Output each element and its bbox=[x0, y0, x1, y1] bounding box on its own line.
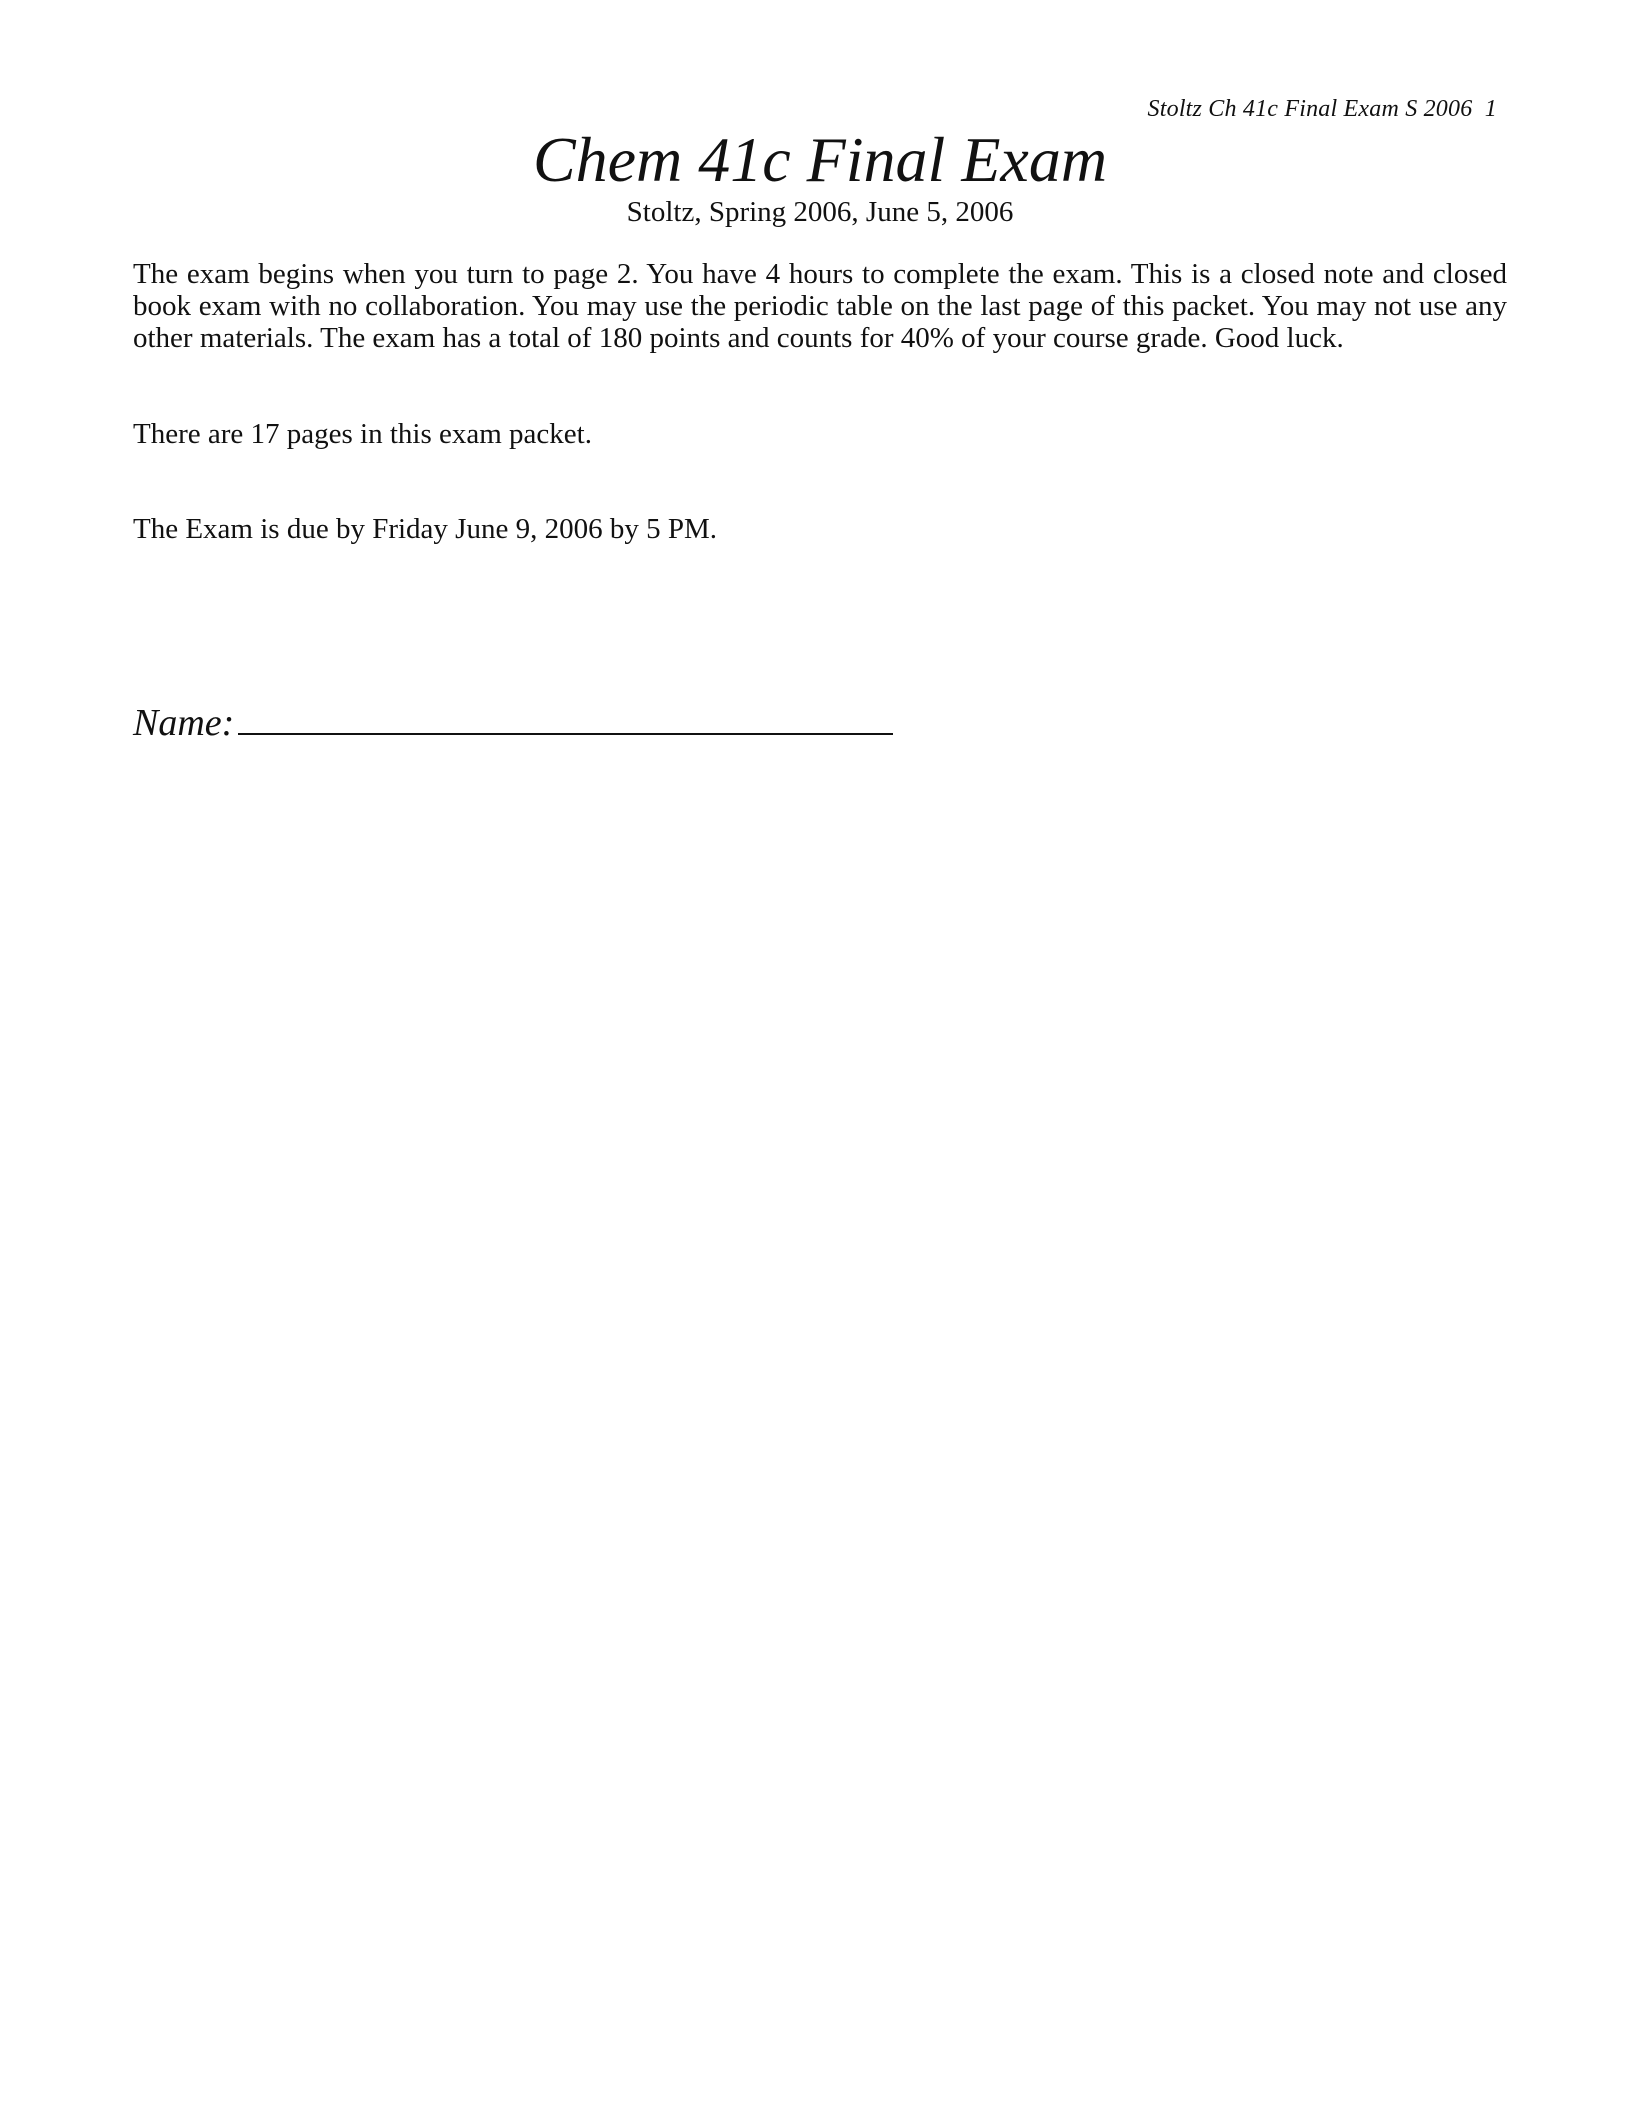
page-count-note: There are 17 pages in this exam packet. bbox=[133, 418, 592, 450]
name-field bbox=[133, 700, 893, 746]
exam-subtitle: Stoltz, Spring 2006, June 5, 2006 bbox=[626, 196, 1014, 228]
running-header: Stoltz Ch 41c Final Exam S 2006 1 bbox=[1147, 96, 1497, 122]
exam-instructions: The exam begins when you turn to page 2. You have 4 hours to complete the exam. This is a closed note and closed book exam with no collaboration. You may use the periodic table on the last page of this packet. You may not use any other materials. The exam has a total of 180 points and counts for 40% of your course grade. Good luck. bbox=[133, 258, 1507, 354]
exam-title: Chem 41c Final Exam bbox=[532, 124, 1108, 195]
name-label: Name: bbox=[133, 702, 235, 744]
name-blank-line bbox=[238, 733, 893, 735]
due-date-note: The Exam is due by Friday June 9, 2006 by 5 PM. bbox=[133, 513, 717, 545]
